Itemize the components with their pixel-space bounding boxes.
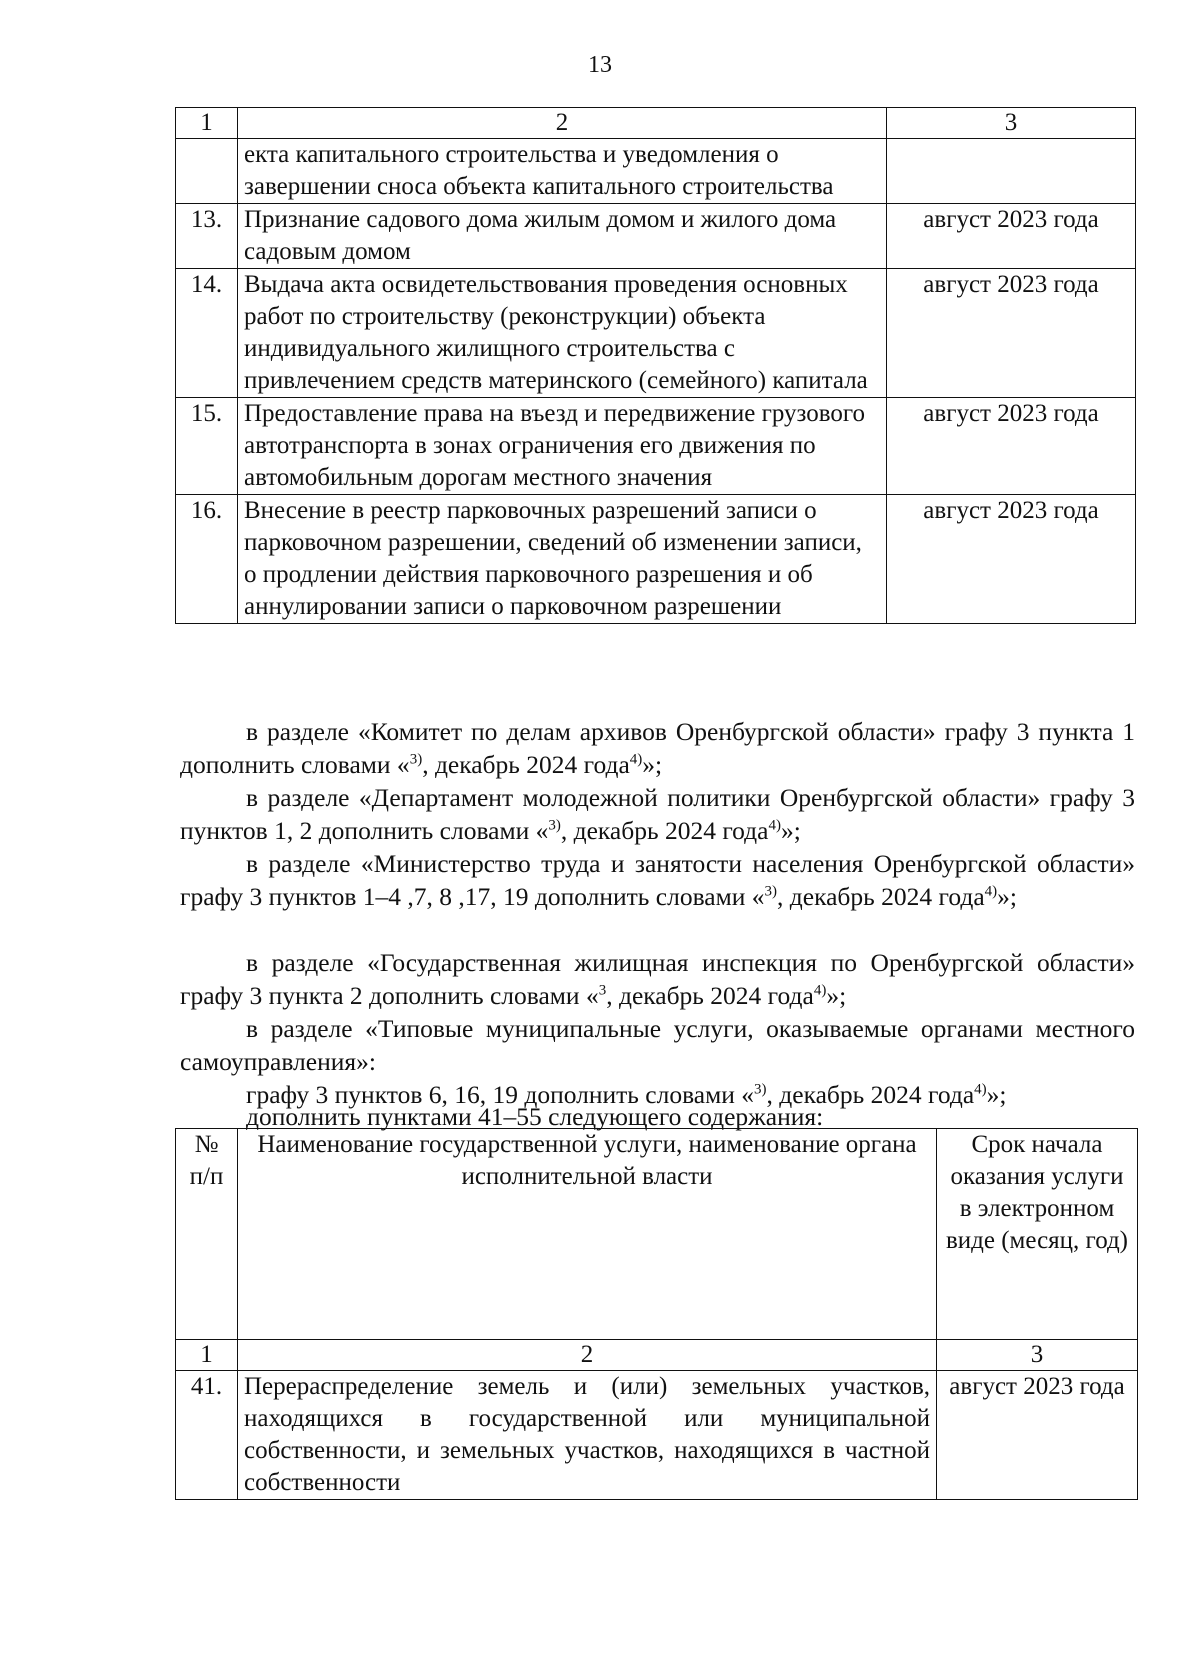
service-name: Выдача акта освидетельствования проведения основных работ по строительству (реконструкции) объекта индивидуального жилищного строительства с привлечением средств материнского (семейного) капитала — [238, 269, 887, 398]
paragraph-archives-committee — [180, 715, 1135, 781]
footnote-mark: 4) — [974, 1081, 987, 1098]
service-name: екта капитального строительства и уведомления о завершении сноса объекта капитального строительства — [238, 139, 887, 204]
paragraph-housing-inspection — [180, 946, 1135, 1012]
paragraph-text: в разделе «Комитет по делам архивов Оренбургской области» графу 3 пункта 1 дополнить словами « — [180, 717, 1135, 779]
paragraph-text: графу 3 пунктов 6, 16, 19 дополнить словами « — [246, 1080, 755, 1109]
column-number-2: 2 — [238, 108, 887, 139]
column-numbers-row — [176, 108, 1136, 139]
column-numbers-row — [176, 1340, 1138, 1371]
row-number: 14. — [176, 269, 238, 398]
footnote-mark: 3) — [754, 1081, 767, 1098]
header-term: Срок начала оказания услуги в электронном виде (месяц, год) — [937, 1129, 1138, 1340]
paragraph-text: »; — [997, 882, 1017, 911]
paragraph-text: в разделе «Департамент молодежной политики Оренбургской области» графу 3 пунктов 1, 2 дополнить словами « — [180, 783, 1135, 845]
row-number: 13. — [176, 204, 238, 269]
footnote-mark: 3) — [548, 817, 561, 834]
service-term: август 2023 года — [887, 269, 1136, 398]
footnote-mark: 4) — [984, 883, 998, 900]
paragraph-text: »; — [986, 1080, 1007, 1109]
service-term: август 2023 года — [887, 398, 1136, 495]
service-term: август 2023 года — [937, 1371, 1138, 1500]
paragraph-municipal-services — [180, 1012, 1135, 1078]
paragraph-text: , декабрь 2024 года — [606, 981, 814, 1010]
footnote-mark: 4) — [629, 751, 643, 768]
footnote-mark: 4) — [813, 982, 827, 999]
column-number-3: 3 — [887, 108, 1136, 139]
new-services-table — [175, 1128, 1138, 1500]
service-name: Внесение в реестр парковочных разрешений записи о парковочном разрешении, сведений об изменении записи, о продлении действия парковочного разрешения и об аннулировании записи о парковочном разрешении — [238, 495, 887, 624]
footnote-mark: 4) — [768, 817, 781, 834]
paragraph-labor-ministry — [180, 847, 1135, 913]
table-row — [176, 398, 1136, 495]
paragraph-text: в разделе «Государственная жилищная инспекция по Оренбургской области» графу 3 пункта 2 дополнить словами « — [180, 948, 1135, 1010]
row-number — [176, 139, 238, 204]
row-number: 15. — [176, 398, 238, 495]
footnote-mark: 3) — [409, 751, 423, 768]
header-service-name: Наименование государственной услуги, наименование органа исполнительной власти — [238, 1129, 937, 1340]
paragraph-text: , декабрь 2024 года — [766, 1080, 975, 1109]
table-row — [176, 269, 1136, 398]
paragraph-youth-policy — [180, 781, 1135, 847]
page-number: 13 — [588, 52, 612, 78]
paragraph-text: в разделе «Типовые муниципальные услуги, оказываемые органами местного самоуправления»: — [180, 1014, 1135, 1076]
table-row — [176, 204, 1136, 269]
footnote-mark: 3) — [764, 883, 778, 900]
row-number: 16. — [176, 495, 238, 624]
column-number-1: 1 — [176, 1340, 238, 1371]
paragraph-add-items: дополнить пунктами 41–55 следующего содержания: — [246, 1102, 824, 1131]
paragraph-text: в разделе «Министерство труда и занятости населения Оренбургской области» графу 3 пунктов 1–4 ,7, 8 ,17, 19 дополнить словами « — [180, 849, 1135, 911]
column-number-2: 2 — [238, 1340, 937, 1371]
header-number: № п/п — [176, 1129, 238, 1340]
footnote-mark: 3 — [598, 982, 607, 999]
service-term: август 2023 года — [887, 204, 1136, 269]
service-term — [887, 139, 1136, 204]
table-row — [176, 495, 1136, 624]
paragraph-text: »; — [642, 750, 663, 779]
services-table-continued — [175, 107, 1136, 624]
paragraph-text: , декабрь 2024 года — [422, 750, 630, 779]
column-number-3: 3 — [937, 1340, 1138, 1371]
service-name: Предоставление права на въезд и передвижение грузового автотранспорта в зонах ограничения его движения по автомобильным дорогам местного значения — [238, 398, 887, 495]
paragraph-text: »; — [780, 816, 801, 845]
column-number-1: 1 — [176, 108, 238, 139]
paragraph-text: »; — [826, 981, 847, 1010]
service-name: Признание садового дома жилым домом и жилого дома садовым домом — [238, 204, 887, 269]
table-header-row — [176, 1129, 1138, 1340]
table-row — [176, 139, 1136, 204]
service-name: Перераспределение земель и (или) земельных участков, находящихся в государственной или муниципальной собственности, и земельных участков, находящихся в частной собственности — [238, 1371, 937, 1500]
paragraph-text: , декабрь 2024 года — [777, 882, 985, 911]
service-term: август 2023 года — [887, 495, 1136, 624]
row-number: 41. — [176, 1371, 238, 1500]
paragraph-text: , декабрь 2024 года — [560, 816, 769, 845]
table-row — [176, 1371, 1138, 1500]
